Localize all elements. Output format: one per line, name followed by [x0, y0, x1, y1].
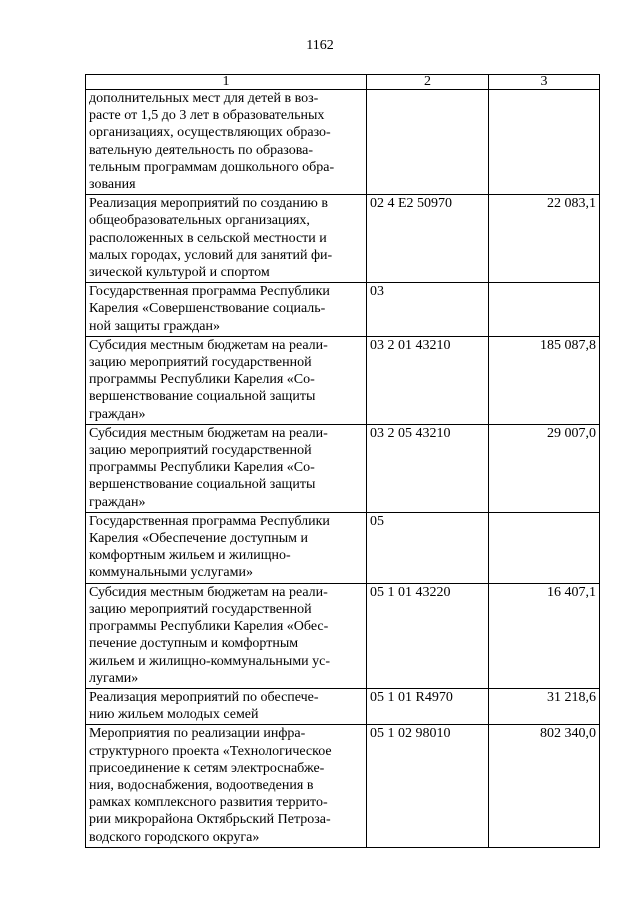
row-amount-cell: 802 340,0: [489, 725, 600, 847]
table-header: [86, 75, 600, 90]
row-code-cell: 05: [367, 512, 489, 583]
table-row: [86, 725, 600, 847]
row-name-cell: дополнительных мест для детей в воз- расте от 1,5 до 3 лет в образовательных организациях, осуществляющих образо- вательную деятельность по образова- тельным программам дошкольного обра- зования: [86, 90, 367, 195]
row-amount-cell: [489, 512, 600, 583]
row-amount-cell: [489, 90, 600, 195]
row-name-cell: Субсидия местным бюджетам на реали- зацию мероприятий государственной программы Республики Карелия «Со- вершенствование социальной защиты граждан»: [86, 336, 367, 424]
row-code-cell: 03: [367, 283, 489, 337]
row-name-cell: Государственная программа Республики Карелия «Совершенствование социаль- ной защиты граждан»: [86, 283, 367, 337]
row-amount-cell: 29 007,0: [489, 424, 600, 512]
row-amount-cell: 22 083,1: [489, 195, 600, 283]
row-name-cell: Реализация мероприятий по обеспече- нию жильем молодых семей: [86, 688, 367, 724]
table-row: [86, 583, 600, 688]
row-code-cell: 05 1 02 98010: [367, 725, 489, 847]
row-code-cell: 03 2 01 43210: [367, 336, 489, 424]
row-code-cell: 05 1 01 43220: [367, 583, 489, 688]
page-number: 1162: [306, 38, 334, 53]
row-amount-cell: [489, 283, 600, 337]
table-row: [86, 424, 600, 512]
row-code-cell: 03 2 05 43210: [367, 424, 489, 512]
row-amount-cell: 16 407,1: [489, 583, 600, 688]
table-header-row: [86, 75, 600, 90]
table-row: [86, 688, 600, 724]
column-header-3: 3: [489, 75, 600, 90]
table-row: [86, 90, 600, 195]
row-amount-cell: 185 087,8: [489, 336, 600, 424]
row-name-cell: Государственная программа Республики Карелия «Обеспечение доступным и комфортным жильем и жилищно- коммунальными услугами»: [86, 512, 367, 583]
row-name-cell: Мероприятия по реализации инфра- структурного проекта «Технологическое присоединение к сетям электроснабже- ния, водоснабжения, водоотведения в рамках комплексного развития террито- рии микрорайона Октябрьский Петроза- водского городского округа»: [86, 725, 367, 847]
row-code-cell: 02 4 E2 50970: [367, 195, 489, 283]
table-body: [86, 90, 600, 848]
budget-table: [85, 74, 600, 848]
row-amount-cell: 31 218,6: [489, 688, 600, 724]
row-name-cell: Субсидия местным бюджетам на реали- зацию мероприятий государственной программы Республики Карелия «Обес- печение доступным и комфортным жильем и жилищно-коммунальными ус- лугами»: [86, 583, 367, 688]
row-name-cell: Субсидия местным бюджетам на реали- зацию мероприятий государственной программы Республики Карелия «Со- вершенствование социальной защиты граждан»: [86, 424, 367, 512]
column-header-1: 1: [86, 75, 367, 90]
row-name-cell: Реализация мероприятий по созданию в общеобразовательных организациях, расположенных в сельской местности и малых городах, условий для занятий фи- зической культурой и спортом: [86, 195, 367, 283]
column-header-2: 2: [367, 75, 489, 90]
row-code-cell: [367, 90, 489, 195]
row-code-cell: 05 1 01 R4970: [367, 688, 489, 724]
table-row: [86, 336, 600, 424]
table-row: [86, 195, 600, 283]
table-row: [86, 512, 600, 583]
table-row: [86, 283, 600, 337]
